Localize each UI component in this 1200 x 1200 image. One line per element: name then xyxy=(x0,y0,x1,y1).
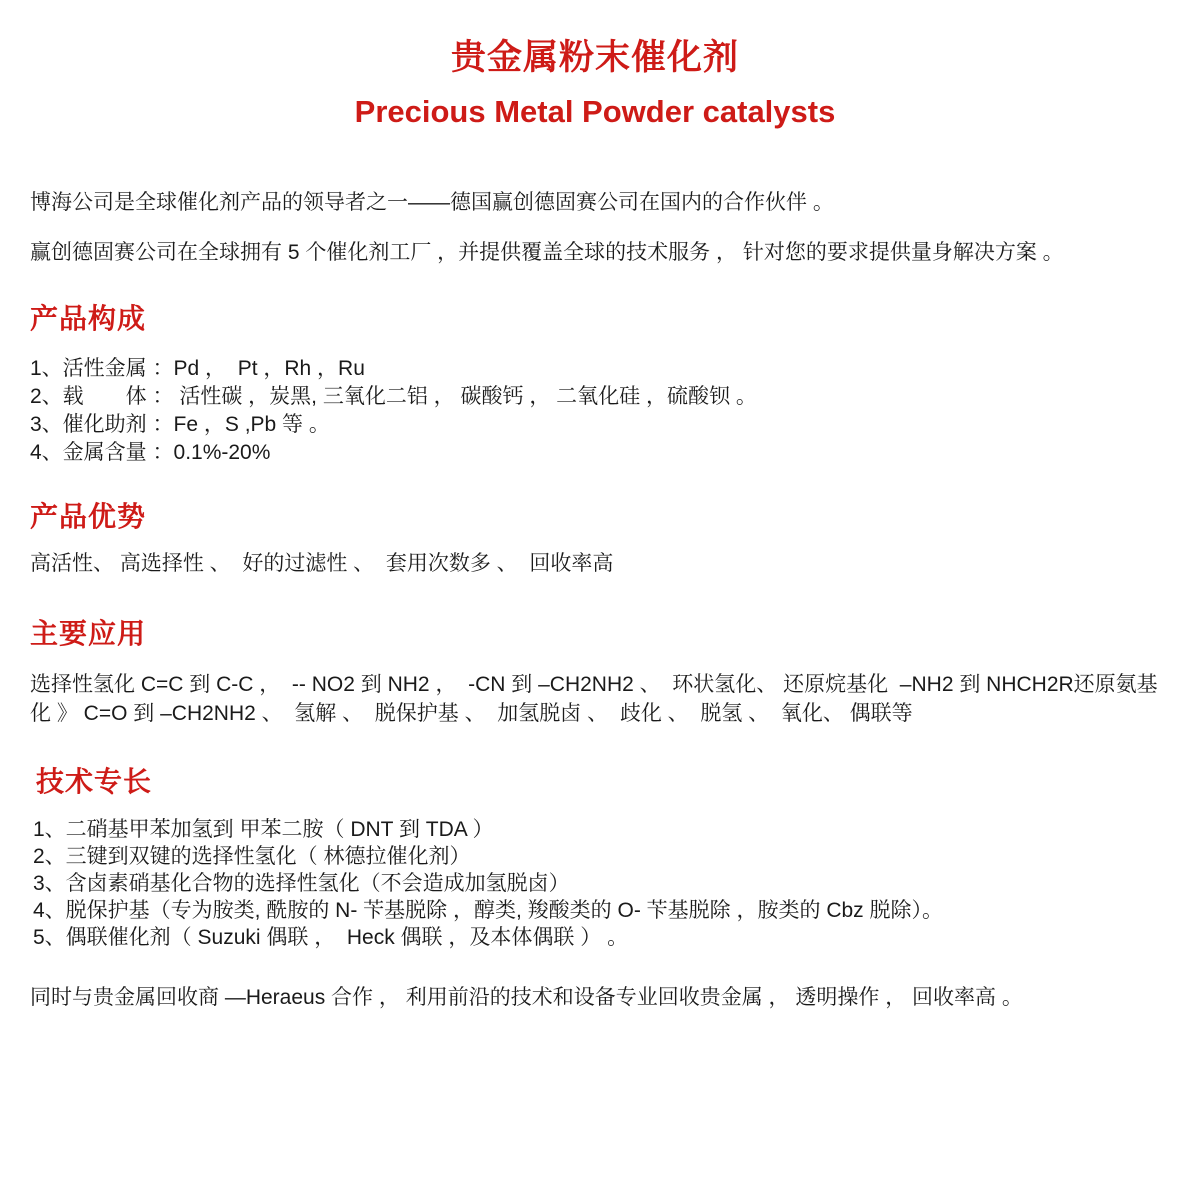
composition-item-active-metals: 1、活性金属 ：Pd ， Pt ，Rh ，Ru xyxy=(30,357,365,380)
section-heading-technical-expertise: 技术专长 xyxy=(36,766,153,797)
page-title-chinese: 贵金属粉末催化剂 xyxy=(450,38,739,77)
page-title-english: Precious Metal Powder catalysts xyxy=(354,94,836,129)
expertise-item-deprotection: 4、脱保护基（专为胺类, 酰胺的 N- 苄基脱除 ，醇类, 羧酸类的 O- 苄基脱除 ，胺类的 Cbz 脱除）。 xyxy=(33,899,944,922)
expertise-item-halogen-nitro: 3、含卤素硝基化合物的选择性氢化（不会造成加氢脱卤） xyxy=(33,872,570,895)
technical-expertise-list xyxy=(30,816,1160,951)
section-heading-product-advantages: 产品优势 xyxy=(30,501,147,532)
recycling-partner-note: 同时与贵金属回收商 —Heraeus 合作 ， 利用前沿的技术和设备专业回收贵金属 ， 透明操作 ， 回收率高 。 xyxy=(30,986,1023,1009)
composition-item-carriers: 2、载 体 ： 活性碳 ，炭黑, 三氧化二铝 ， 碳酸钙 ， 二氧化硅 ，硫酸钡 。 xyxy=(30,385,757,408)
intro-paragraph-2: 赢创德固赛公司在全球拥有 5 个催化剂工厂 ，并提供覆盖全球的技术服务 ， 针对您的要求提供量身解决方案 。 xyxy=(30,241,1064,264)
product-advantages-text: 高活性、 高选择性 、 好的过滤性 、 套用次数多 、 回收率高 xyxy=(30,552,614,575)
section-heading-main-applications: 主要应用 xyxy=(30,618,147,649)
composition-item-metal-content: 4、金属含量 ：0.1%-20% xyxy=(30,441,271,464)
composition-item-promoters: 3、催化助剂 ：Fe ，S ,Pb 等 。 xyxy=(30,413,330,436)
expertise-item-lindlar: 2、三键到双键的选择性氢化（ 林德拉催化剂） xyxy=(33,845,471,868)
section-heading-product-composition: 产品构成 xyxy=(30,303,147,334)
expertise-item-dnt-tda: 1、二硝基甲苯加氢到 甲苯二胺（ DNT 到 TDA ） xyxy=(33,818,494,841)
intro-paragraph-1: 博海公司是全球催化剂产品的领导者之一——德国赢创德固赛公司在国内的合作伙伴 。 xyxy=(30,191,834,214)
product-composition-list xyxy=(30,355,1160,467)
main-applications-text: 选择性氢化 C=C 到 C-C ， -- NO2 到 NH2 ， -CN 到 –CH2NH2 、 环状氢化、 还原烷基化 –NH2 到 NHCH2R还原氨基化 》 C=O 到 –CH2NH2 、 氢解 、 脱保护基 、 加氢脱卤 、 歧化 、 脱氢 、 氧化、 偶联等 xyxy=(30,673,1158,725)
expertise-item-coupling: 5、偶联催化剂（ Suzuki 偶联 ， Heck 偶联 ，及本体偶联 ） 。 xyxy=(33,926,629,949)
